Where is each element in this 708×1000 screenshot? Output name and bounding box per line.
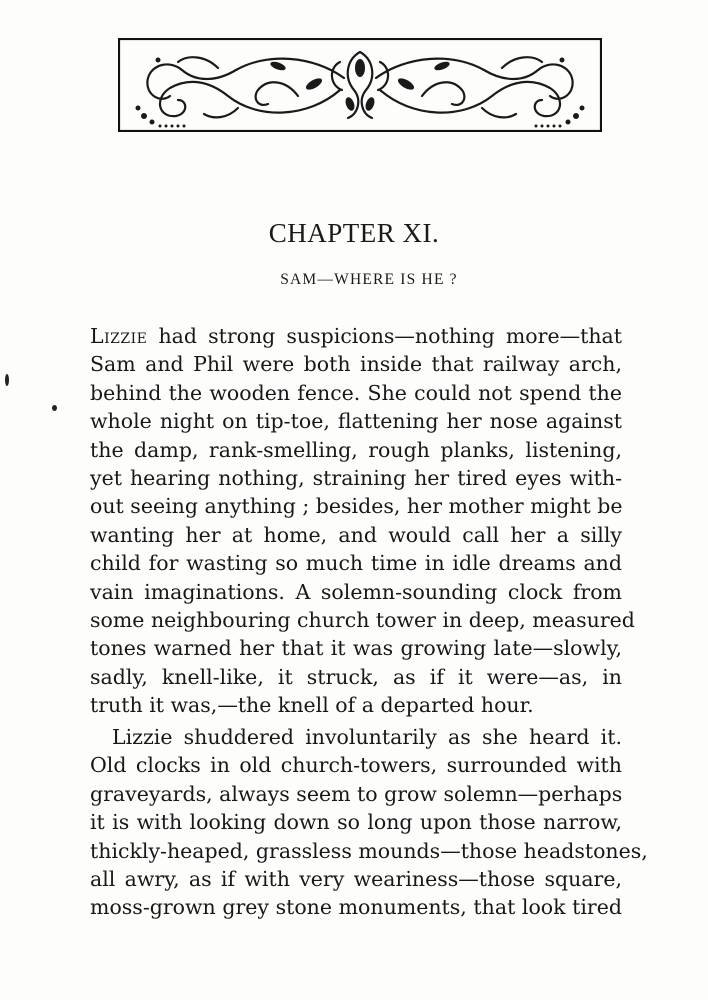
text-line: wanting her at home, and would call her a silly — [90, 522, 622, 547]
paragraph-2 — [90, 723, 648, 922]
text-line: thickly-heaped, grassless mounds—those headstones, — [90, 838, 648, 863]
text-line: graveyards, always seem to grow solemn—perhaps — [90, 781, 623, 806]
text-line: the damp, rank-smelling, rough planks, listening, — [90, 437, 622, 462]
ornamental-headpiece — [118, 38, 602, 132]
text-line: Lizzie shuddered involuntarily as she heard it. — [112, 725, 622, 749]
text-line: out seeing anything ; besides, her mother might be — [90, 494, 623, 519]
text-line: yet hearing nothing, straining her tired eyes with- — [90, 465, 622, 490]
text-line: all awry, as if with very weariness—those square, — [90, 866, 622, 891]
text-line: behind the wooden fence. She could not spend the — [90, 380, 622, 405]
ink-speck — [52, 405, 57, 411]
text-line: sadly, knell-like, it struck, as if it were—as, in — [90, 664, 622, 689]
text-line: it is with looking down so long upon those narrow, — [90, 810, 622, 835]
drop-lead-word: Lizzie — [90, 324, 148, 348]
text-line: Lizzie had strong suspicions—nothing more—that — [90, 324, 622, 348]
text-line: Sam and Phil were both inside that railway arch, — [90, 352, 622, 377]
text-line: vain imaginations. A solemn-sounding clock from — [90, 579, 622, 604]
text-line: some neighbouring church tower in deep, measured — [90, 607, 635, 632]
text-line: child for wasting so much time in idle dreams and — [90, 551, 622, 576]
chapter-title: CHAPTER XI. — [268, 218, 440, 248]
text-line: moss-grown grey stone monuments, that look tired — [90, 895, 622, 920]
ink-speck — [5, 374, 9, 386]
chapter-subtitle: SAM—WHERE IS HE ? — [280, 271, 458, 288]
paragraph-1 — [90, 322, 635, 719]
text-line: truth it was,—the knell of a departed hour. — [90, 693, 534, 718]
text-line: tones warned her that it was growing late—slowly, — [90, 636, 622, 661]
text-line: whole night on tip-toe, flattening her nose against — [90, 409, 622, 434]
text-line: Old clocks in old church-towers, surrounded with — [90, 753, 622, 778]
